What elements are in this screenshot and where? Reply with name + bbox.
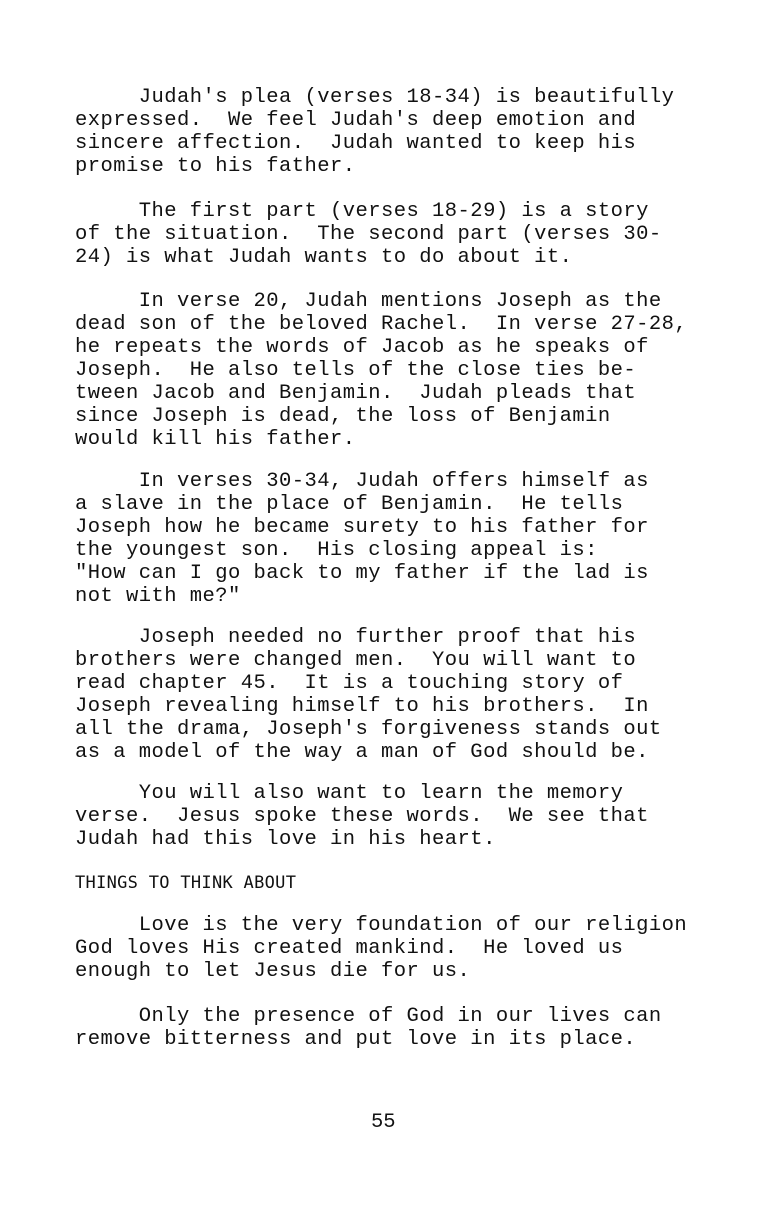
text-line: "How can I go back to my father if the lad is [75,562,649,585]
text-line: the youngest son. His closing appeal is: [75,539,598,562]
text-line: God loves His created mankind. He loved us [75,937,624,960]
paragraph-joseph-proof [75,626,662,764]
text-line: remove bitterness and put love in its place. [75,1028,637,1051]
text-line: of the situation. The second part (verses 30- [75,223,662,246]
text-line: not with me?" [75,585,241,608]
text-line: Joseph needed no further proof that his [75,626,637,649]
text-line: would kill his father. [75,428,356,451]
text-line: he repeats the words of Jacob as he speaks of [75,336,649,359]
text-line: Love is the very foundation of our religion [75,914,688,937]
paragraph-memory-verse [75,782,649,851]
text-line: Joseph how he became surety to his father for [75,516,649,539]
text-line: enough to let Jesus die for us. [75,960,471,983]
text-line: verse. Jesus spoke these words. We see that [75,805,649,828]
text-line: promise to his father. [75,155,356,178]
text-line: The first part (verses 18-29) is a story [75,200,649,223]
section-heading: THINGS TO THINK ABOUT [75,873,297,893]
paragraph-first-part [75,200,662,269]
text-line: expressed. We feel Judah's deep emotion and [75,109,637,132]
text-line: Joseph. He also tells of the close ties be- [75,359,637,382]
text-line: read chapter 45. It is a touching story of [75,672,624,695]
text-line: brothers were changed men. You will want to [75,649,637,672]
text-line: 24) is what Judah wants to do about it. [75,246,573,269]
paragraph-verse-20 [75,290,687,451]
paragraph-judah-plea [75,86,674,178]
text-line: In verses 30-34, Judah offers himself as [75,470,649,493]
text-line: a slave in the place of Benjamin. He tells [75,493,624,516]
text-line: since Joseph is dead, the loss of Benjamin [75,405,611,428]
text-line: Judah's plea (verses 18-34) is beautifully [75,86,675,109]
text-line: Judah had this love in his heart. [75,828,496,851]
page-number: 55 [371,1111,396,1134]
text-line: In verse 20, Judah mentions Joseph as the [75,290,662,313]
text-line: as a model of the way a man of God should be. [75,741,649,764]
text-line: Only the presence of God in our lives can [75,1005,662,1028]
text-line: tween Jacob and Benjamin. Judah pleads that [75,382,637,405]
text-line: You will also want to learn the memory [75,782,624,805]
text-line: sincere affection. Judah wanted to keep his [75,132,637,155]
text-line: dead son of the beloved Rachel. In verse 27-28, [75,313,688,336]
paragraph-love-foundation [75,914,687,983]
text-line: all the drama, Joseph's forgiveness stands out [75,718,662,741]
text-line: Joseph revealing himself to his brothers. In [75,695,649,718]
paragraph-verses-30-34 [75,470,649,608]
paragraph-presence-of-god [75,1005,662,1051]
